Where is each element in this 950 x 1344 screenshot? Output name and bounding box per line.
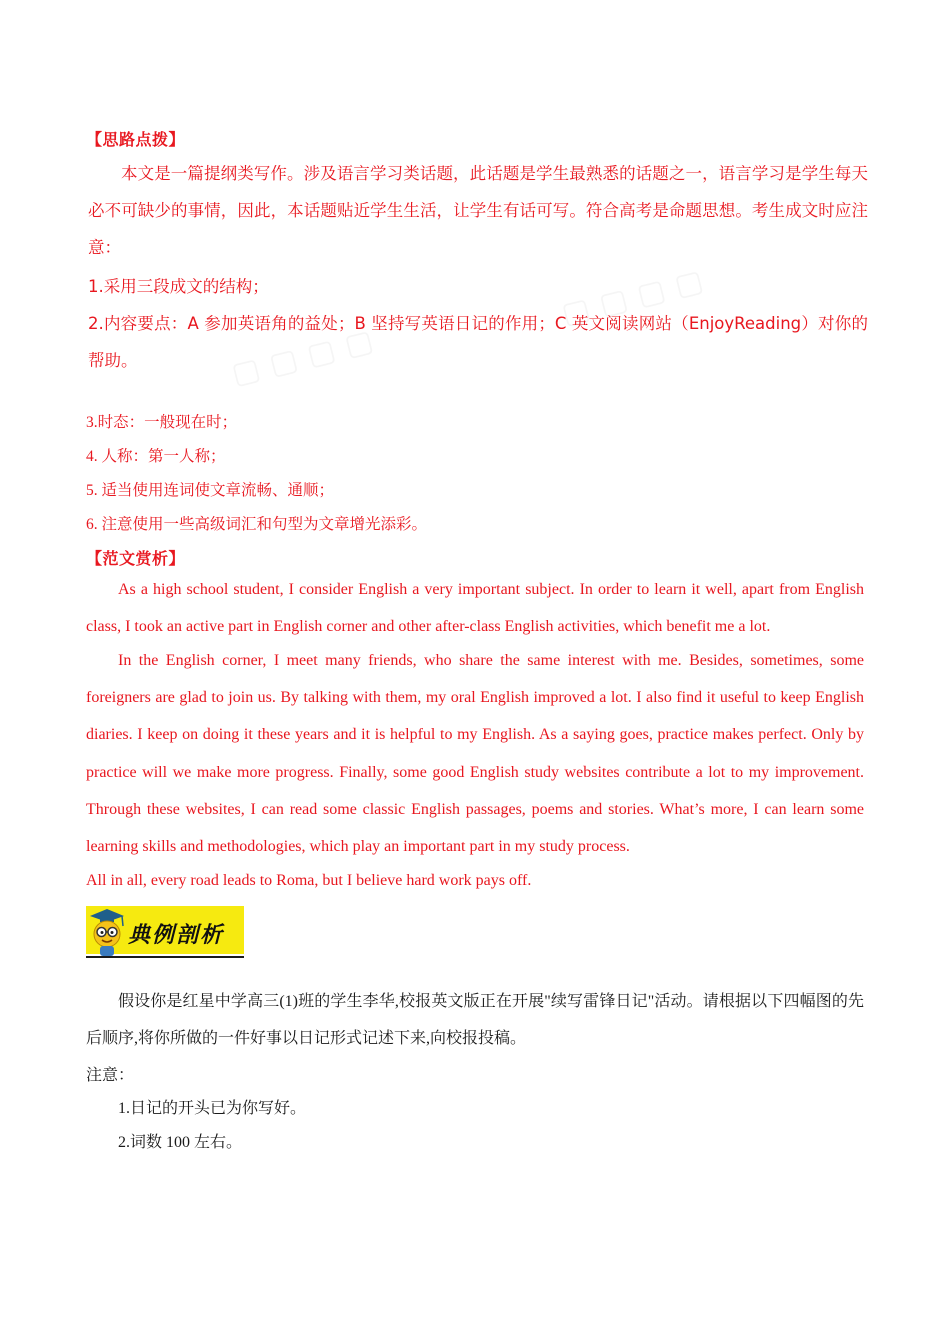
watermark: ▢ ▢ ▢ ▢	[557, 263, 707, 332]
point-5: 5. 适当使用连词使文章流畅、通顺；	[86, 482, 335, 499]
section-heading-范文赏析: 【范文赏析】	[86, 549, 186, 568]
intro-paragraph: 本文是一篇提纲类写作。涉及语言学习类话题，此话题是学生最熟悉的话题之一，语言学习是学生每天必不可缺少的事情，因此，本话题贴近学生生活，让学生有话可写。符合高考是命题思想。考生成文时应注意：	[88, 164, 868, 257]
essay-paragraph-3: All in all, every road leads to Roma, but I believe hard work pays off.	[86, 872, 532, 889]
section-heading-思路点拨: 【思路点拨】	[86, 130, 186, 149]
note-label: 注意：	[86, 1067, 135, 1084]
note-2: 2.词数 100 左右。	[118, 1134, 243, 1151]
point-3: 3.时态：一般现在时；	[86, 414, 238, 431]
point-6: 6. 注意使用一些高级词汇和句型为文章增光添彩。	[86, 516, 428, 533]
point-4: 4. 人称：第一人称；	[86, 448, 226, 465]
note-1: 1.日记的开头已为你写好。	[118, 1100, 307, 1117]
watermark: ▢ ▢ ▢ ▢	[227, 323, 377, 392]
essay-paragraph-1: As a high school student, I consider English a very important subject. In order to learn it well, apart from English class, I took an active part in English corner and other after-class English activities, which benefit me a lot.	[86, 581, 864, 636]
essay-paragraph-2: In the English corner, I meet many friends, who share the same interest with me. Besides, sometimes, some foreigners are glad to join us. By talking with them, my oral English improved a lot. I also find it useful to keep English diaries. I keep on doing it these years and it is helpful to my English. As a saying goes, practice makes perfect. Only by practice will we make more progress. Finally, some good English study websites contribute a lot to my improvement. Through these websites, I can read some classic English passages, poems and stories. What’s more, I can learn some learning skills and methodologies, which play an important part in my study process.	[86, 652, 864, 856]
task-description: 假设你是红星中学高三(1)班的学生李华,校报英文版正在开展"续写雷锋日记"活动。请根据以下四幅图的先后顺序,将你所做的一件好事以日记形式记述下来,向校报投稿。	[86, 993, 864, 1047]
banner-title: 典例剖析	[128, 922, 225, 948]
graduate-mascot-icon	[86, 904, 128, 958]
banner-underline	[86, 956, 244, 958]
point-2: 2.内容要点：A 参加英语角的益处；B 坚持写英语日记的作用；C 英文阅读网站（EnjoyReading）对你的帮助。	[88, 314, 868, 370]
point-1: 1.采用三段成文的结构；	[88, 277, 269, 296]
section-banner	[86, 904, 244, 956]
